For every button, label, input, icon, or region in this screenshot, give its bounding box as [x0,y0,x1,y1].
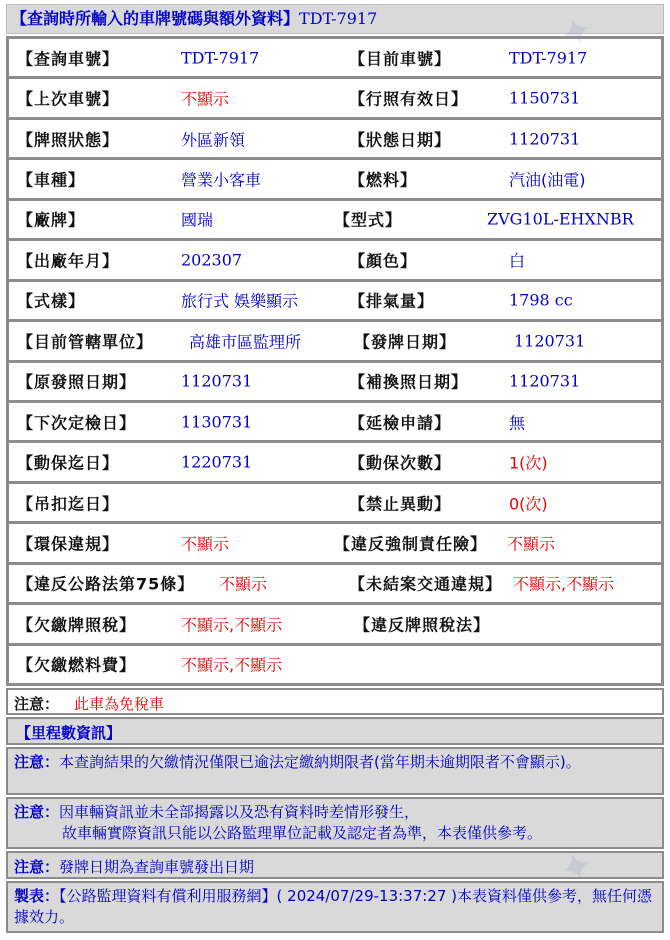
field-label: 【查詢車號】 [17,49,120,69]
note-overdue [6,747,664,795]
table-row [9,201,661,238]
note-issue-date [6,851,664,879]
note-disclaimer-text-2: 故車輛實際資訊只能以公路監理單位記載及認定者為準，本表僅供參考。 [62,824,543,842]
field-value: 不顯示 [181,534,230,554]
table-row [9,646,661,683]
field-value: ZVG10L-EHXNBR [487,209,634,229]
table-row [9,241,661,278]
note-issue-date-text: 發牌日期為查詢車號發出日期 [59,858,255,876]
note-overdue-tag: 注意： [14,753,60,771]
note-issue-date-tag: 注意： [14,858,60,876]
field-label: 【燃料】 [349,170,418,190]
field-label: 【發牌日期】 [354,332,457,352]
table-row [9,120,661,157]
field-value: 不顯示,不顯示 [181,655,283,675]
field-label: 【補換照日期】 [349,372,469,392]
field-label: 【目前車號】 [349,49,452,69]
table-row [9,322,661,359]
field-value: 1150731 [509,88,581,108]
field-label: 【未結案交通違規】 [349,574,503,594]
table-row [9,79,661,116]
field-label: 【式樣】 [17,291,86,311]
table-row [9,484,661,521]
field-label: 【違反牌照稅法】 [354,615,491,635]
field-label: 【牌照狀態】 [17,130,120,150]
field-value: 1120731 [509,129,581,149]
field-label: 【延檢申請】 [349,413,452,433]
table-row [9,282,661,319]
field-label: 【動保次數】 [349,453,452,473]
field-value: 白 [509,251,526,271]
field-value: 外區新領 [181,130,246,150]
field-value: 1798 cc [509,290,573,310]
query-header [6,4,664,34]
footer-tag: 製表： [14,887,60,905]
field-label: 【廠牌】 [17,210,86,230]
field-value: 汽油(油電) [509,170,586,190]
field-value: 1120731 [514,331,586,351]
field-label: 【目前管轄單位】 [17,332,154,352]
field-value: 不顯示,不顯示 [181,615,283,635]
footer-timestamp: ( 2024/07/29-13:37:27 ) [276,887,458,905]
table-row [9,363,661,400]
field-label: 【禁止異動】 [349,494,452,514]
field-value: TDT-7917 [181,48,260,68]
query-header-plate: TDT-7917 [299,9,378,28]
footer-text: 本表資料僅供參考，無任何憑據效力。 [14,887,653,926]
field-value: 無 [509,413,526,433]
field-label: 【環保違規】 [17,534,120,554]
field-label: 【欠繳牌照稅】 [17,615,137,635]
field-value: 不顯示,不顯示 [513,574,615,594]
note-disclaimer-text: 因車輛資訊並未全部揭露以及恐有資料時差情形發生， [59,803,420,821]
field-value: TDT-7917 [509,48,588,68]
field-label: 【型式】 [334,210,403,230]
field-value: 營業小客車 [181,170,262,190]
field-label: 【行照有效日】 [349,89,469,109]
mileage-section-header [6,717,664,745]
note-overdue-text: 本查詢結果的欠繳情況僅限已逾法定繳納期限者(當年期未逾期限者不會顯示)。 [59,753,581,771]
tax-exempt-notice [6,688,664,715]
field-label: 【違反強制責任險】 [334,534,488,554]
table-row [9,524,661,561]
table-row [9,160,661,197]
field-label: 【車種】 [17,170,86,190]
field-label: 【上次車號】 [17,89,120,109]
field-label: 【下次定檢日】 [17,413,137,433]
footer-source: 【公路監理資料有償利用服務網】 [59,887,277,905]
table-row [9,565,661,602]
tax-exempt-notice-text: 此車為免稅車 [74,695,165,713]
query-header-title: 【查詢時所輸入的車牌號碼與額外資料】 [11,9,300,28]
field-value: 1120731 [509,371,581,391]
field-value: 高雄市區監理所 [189,332,302,352]
field-value: 0(次) [509,494,548,514]
table-row [9,39,661,76]
field-value: 旅行式 娛樂顯示 [181,291,299,311]
note-disclaimer [6,797,664,849]
field-value: 1(次) [509,453,548,473]
field-label: 【狀態日期】 [349,130,452,150]
field-label: 【動保迄日】 [17,453,120,473]
vehicle-info-table [6,36,664,686]
table-row [9,403,661,440]
field-label: 【出廠年月】 [17,251,120,271]
table-row [9,605,661,642]
field-value: 202307 [181,250,243,270]
field-label: 【吊扣迄日】 [17,494,120,514]
tax-exempt-notice-tag: 注意： [14,695,60,713]
field-label: 【違反公路法第75條】 [17,574,195,594]
field-value: 1120731 [181,371,253,391]
field-label: 【欠繳燃料費】 [17,655,137,675]
field-value: 不顯示 [181,89,230,109]
field-value: 不顯示 [507,534,556,554]
field-value: 1130731 [181,412,253,432]
mileage-header-label: 【里程數資訊】 [16,724,122,742]
field-label: 【排氣量】 [349,291,435,311]
field-value: 不顯示 [219,574,268,594]
table-row [9,443,661,480]
field-value: 1220731 [181,452,253,472]
field-label: 【顏色】 [349,251,418,271]
note-disclaimer-tag: 注意： [14,803,60,821]
field-label: 【原發照日期】 [17,372,137,392]
field-value: 國瑞 [181,210,214,230]
footer-statement [6,881,664,933]
